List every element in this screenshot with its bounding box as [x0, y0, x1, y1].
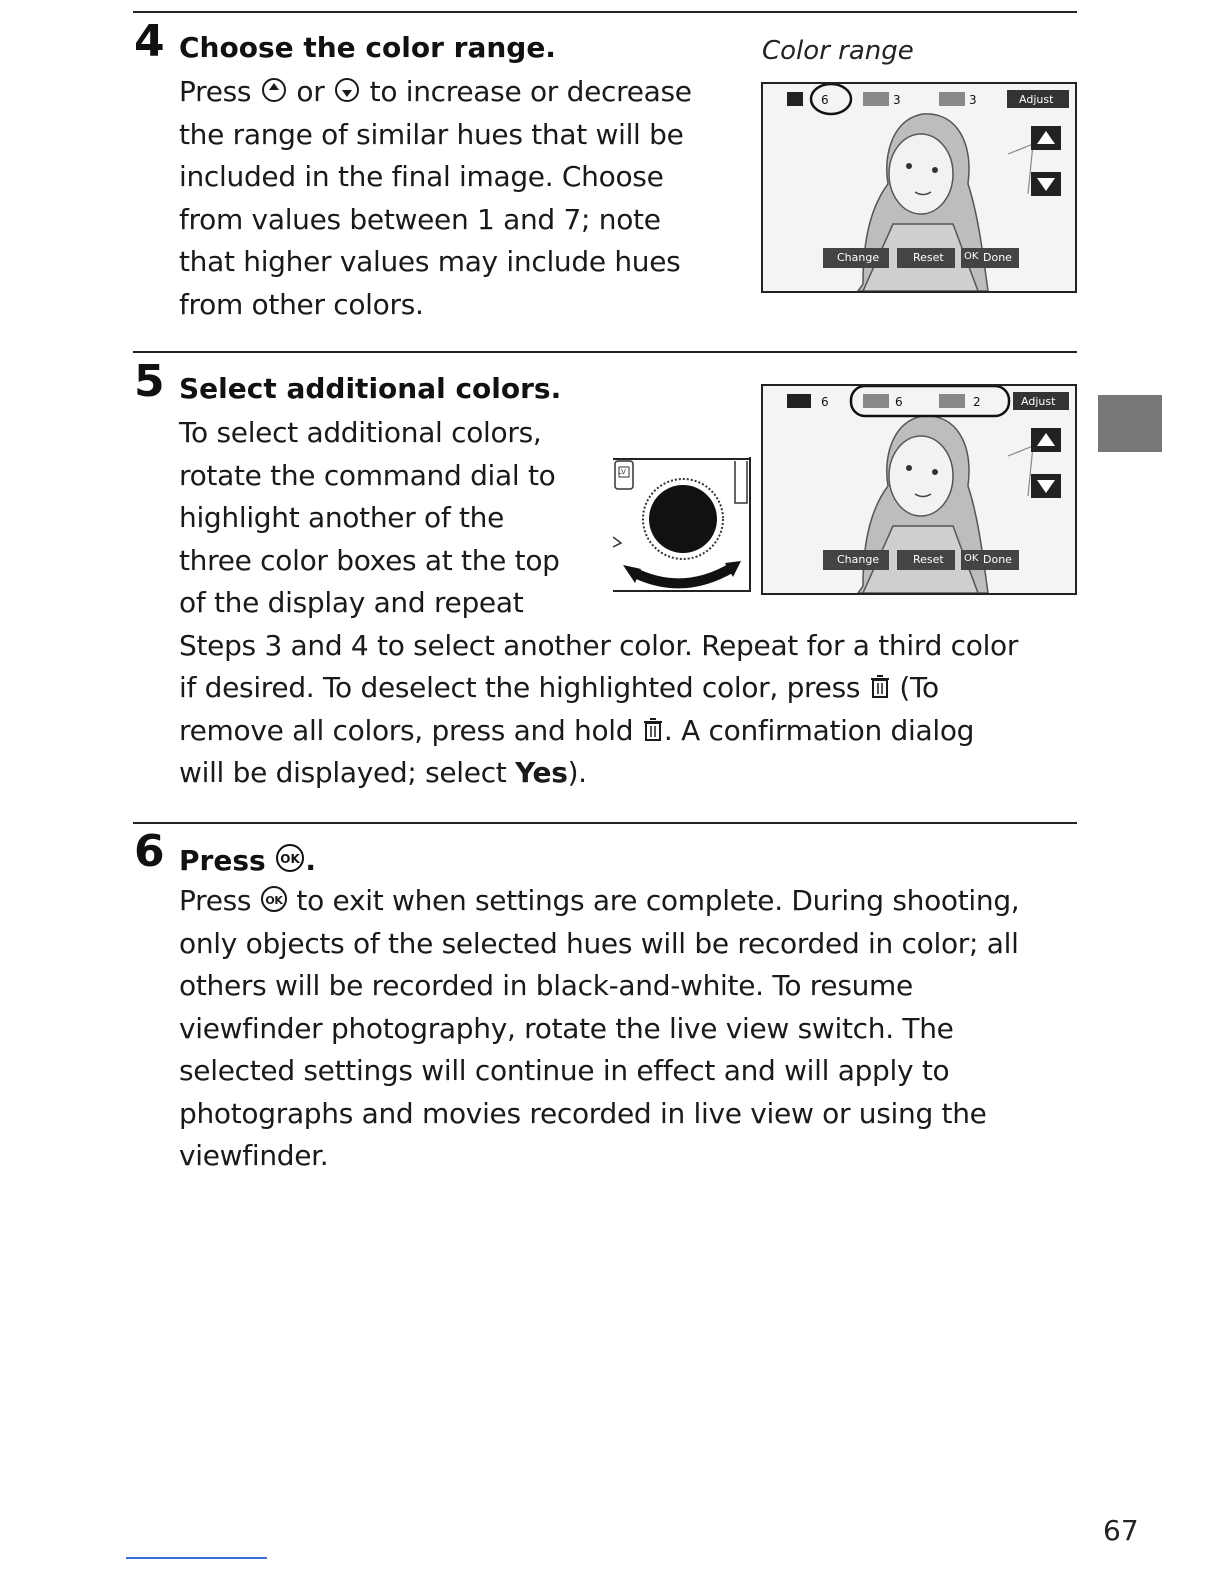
step4-done-label: Done — [983, 251, 1012, 264]
color-box-swatch-1 — [787, 394, 811, 408]
color-box-swatch-3 — [939, 92, 965, 106]
step5-line-4: three color boxes at the top — [179, 543, 560, 577]
up-arrow-button-icon — [260, 76, 288, 104]
step5-line-8: remove all colors, press and hold . A confirmation dialog — [179, 713, 975, 747]
step5-adjust-label: Adjust — [1021, 395, 1056, 408]
step5-done-label: Done — [983, 553, 1012, 566]
step5-line-1: To select additional colors, — [179, 416, 542, 449]
page-number: 67 — [1103, 1514, 1139, 1547]
step5-top-rule — [133, 351, 1077, 353]
step4-box3-value: 3 — [969, 93, 977, 107]
step4-line-5: that higher values may include hues — [179, 245, 681, 278]
ok-button-icon — [260, 885, 288, 913]
step4-heading: Choose the color range. — [179, 31, 556, 64]
step4-line-6: from other colors. — [179, 287, 424, 321]
color-box-swatch-1 — [787, 92, 803, 106]
command-dial-illustration — [613, 457, 751, 592]
chapter-tab — [1098, 395, 1162, 452]
step5-line-6: Steps 3 and 4 to select another color. Repeat for a third color — [179, 628, 1019, 662]
step6-top-rule — [133, 822, 1077, 824]
step5-color-select-screen — [761, 384, 1077, 595]
svg-text:OK: OK — [265, 894, 283, 907]
step6-heading: Press OK . — [179, 844, 317, 877]
step6-line-6: photographs and movies recorded in live view or using the — [179, 1096, 987, 1130]
color-box-swatch-3 — [939, 394, 965, 408]
trash-icon — [642, 717, 664, 743]
step5-ok-label: OK — [964, 553, 979, 564]
step6-line-2: only objects of the selected hues will be recorded in color; all — [179, 926, 1019, 960]
trash-icon — [869, 674, 891, 700]
step6-line-1: Press OK to exit when settings are complete. During shooting, — [179, 884, 1020, 917]
step6-line-4: viewfinder photography, rotate the live view switch. The — [179, 1011, 954, 1045]
step5-line-3: highlight another of the — [179, 501, 505, 534]
step5-box1-value: 6 — [821, 395, 829, 409]
down-arrow-button-icon — [333, 76, 361, 104]
step6-number: 6 — [134, 826, 165, 877]
step4-box2-value: 3 — [893, 93, 901, 107]
step5-number: 5 — [134, 356, 165, 407]
step6-line-7: viewfinder. — [179, 1139, 329, 1172]
step4-adjust-label: Adjust — [1019, 93, 1054, 106]
step5-box3-value: 2 — [973, 395, 981, 409]
dial-lv-label: LV — [618, 468, 626, 476]
ok-button-icon — [275, 843, 305, 873]
color-box-swatch-2 — [863, 394, 889, 408]
step4-change-label: Change — [837, 251, 880, 264]
step5-box2-value: 6 — [895, 395, 903, 409]
step4-box1-value: 6 — [821, 93, 829, 107]
step6-body — [179, 880, 1019, 1178]
command-dial-icon — [613, 457, 749, 590]
step5-line-7: if desired. To deselect the highlighted color, press (To — [179, 671, 939, 704]
svg-text:OK: OK — [280, 852, 301, 866]
yes-option-label: Yes — [515, 756, 568, 789]
step4-ok-label: OK — [964, 251, 979, 262]
step6-line-5: selected settings will continue in effect and will apply to — [179, 1054, 950, 1087]
step4-body — [179, 71, 692, 326]
step4-number: 4 — [134, 16, 165, 67]
step4-top-rule — [133, 11, 1077, 13]
step5-reset-label: Reset — [913, 553, 944, 566]
step4-line-4: from values between 1 and 7; note — [179, 202, 661, 236]
color-range-caption: Color range — [762, 36, 914, 66]
step4-line-3: included in the final image. Choose — [179, 160, 664, 193]
step5-change-label: Change — [837, 553, 880, 566]
step4-reset-label: Reset — [913, 251, 944, 264]
footer-link-line — [126, 1557, 267, 1559]
step4-color-range-screen — [761, 82, 1077, 293]
color-box-swatch-2 — [863, 92, 889, 106]
step5-heading: Select additional colors. — [179, 372, 562, 405]
step5-line-9: will be displayed; select Yes). — [179, 756, 587, 789]
step4-line-1: Press or to increase or decrease — [179, 75, 692, 108]
step6-line-3: others will be recorded in black-and-white. To resume — [179, 969, 913, 1002]
step4-line-2: the range of similar hues that will be — [179, 117, 684, 151]
step5-line-2: rotate the command dial to — [179, 458, 556, 492]
step5-line-5: of the display and repeat — [179, 586, 524, 619]
